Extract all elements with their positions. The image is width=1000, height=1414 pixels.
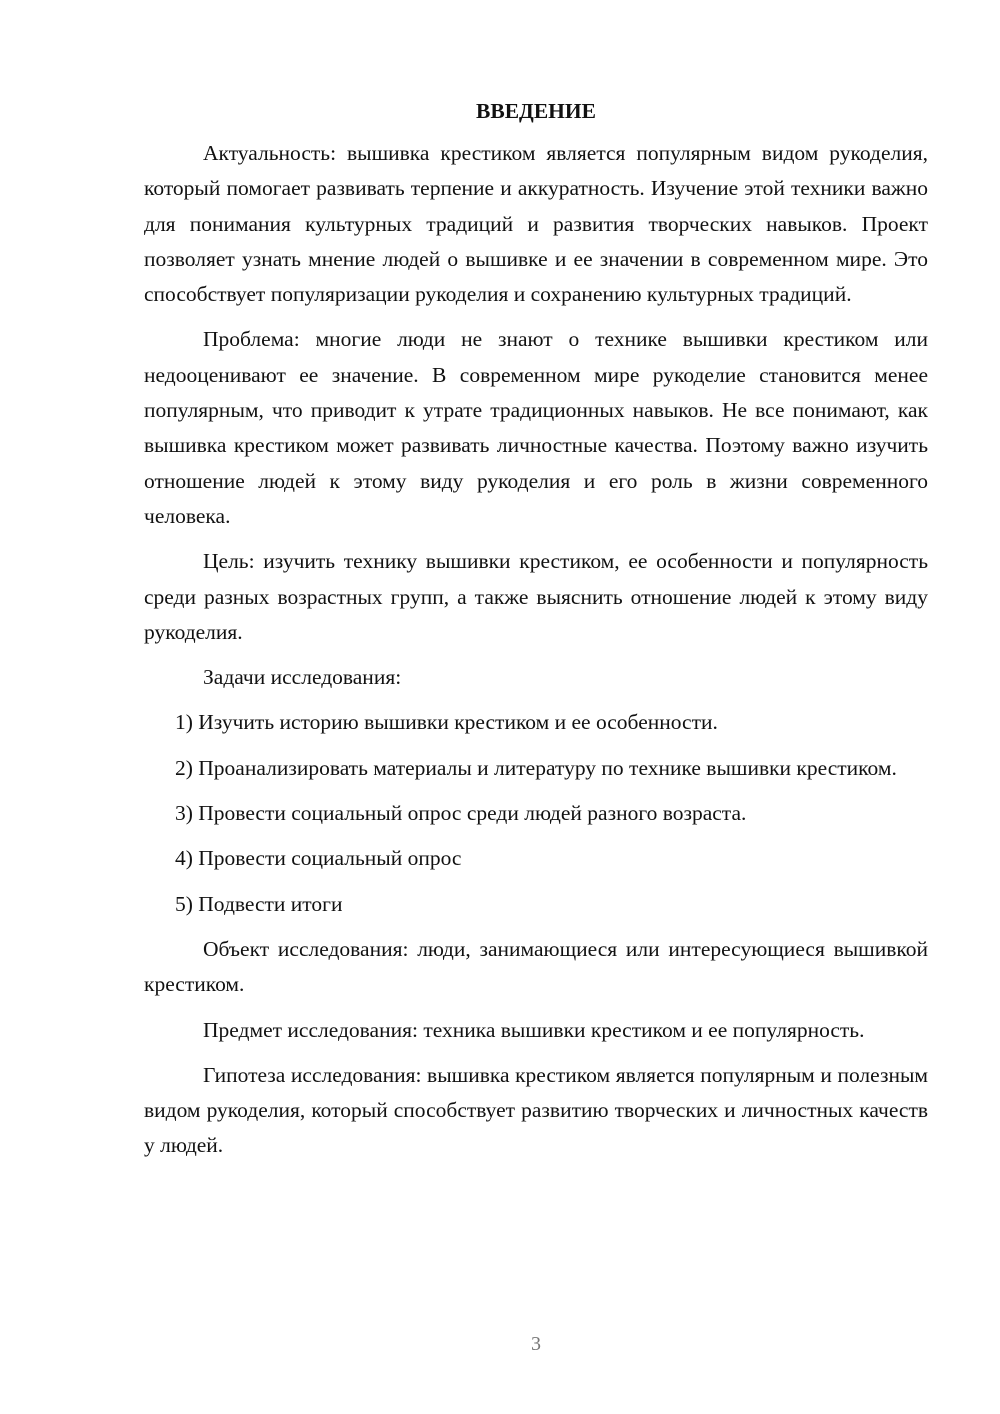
paragraph-tasks-heading: Задачи исследования: [203,665,402,690]
page-number: 3 [531,1333,541,1355]
paragraph-goal: Цель: изучить технику вышивки крестиком, ее особенности и популярность среди разных возрастных групп, а также выяснить отношение людей к этому виду рукоделия. [144,549,928,644]
task-item-4: 4) Провести социальный опрос [175,846,462,871]
paragraph-problem: Проблема: многие люди не знают о технике вышивки крестиком или недооценивают ее значение. В современном мире рукоделие становится менее популярным, что приводит к утрате традиционных навыков. Не все понимают, как вышивка крестиком может развивать личностные качества. Поэтому важно изучить отношение людей к этому виду рукоделия и его роль в жизни современного человека. [144,327,928,528]
paragraph-relevance: Актуальность: вышивка крестиком является популярным видом рукоделия, который помогает развивать терпение и аккуратность. Изучение этой техники важно для понимания культурных традиций и развития творческих навыков. Проект позволяет узнать мнение людей о вышивке и ее значении в современном мире. Это способствует популяризации рукоделия и сохранению культурных традиций. [144,141,928,307]
document-body [144,96,928,1174]
task-item-1: 1) Изучить историю вышивки крестиком и ее особенности. [175,710,718,735]
paragraph-object: Объект исследования: люди, занимающиеся или интересующиеся вышивкой крестиком. [144,936,928,997]
page-title: ВВЕДЕНИЕ [476,99,596,123]
paragraph-subject: Предмет исследования: техника вышивки крестиком и ее популярность. [203,1017,865,1042]
task-item-2: 2) Проанализировать материалы и литературу по технике вышивки крестиком. [175,755,897,780]
task-item-5: 5) Подвести итоги [175,891,343,916]
paragraph-hypothesis: Гипотеза исследования: вышивка крестиком является популярным и полезным видом рукоделия, который способствует развитию творческих и личностных качеств у людей. [144,1062,928,1158]
task-item-3: 3) Провести социальный опрос среди людей разного возраста. [175,801,747,826]
